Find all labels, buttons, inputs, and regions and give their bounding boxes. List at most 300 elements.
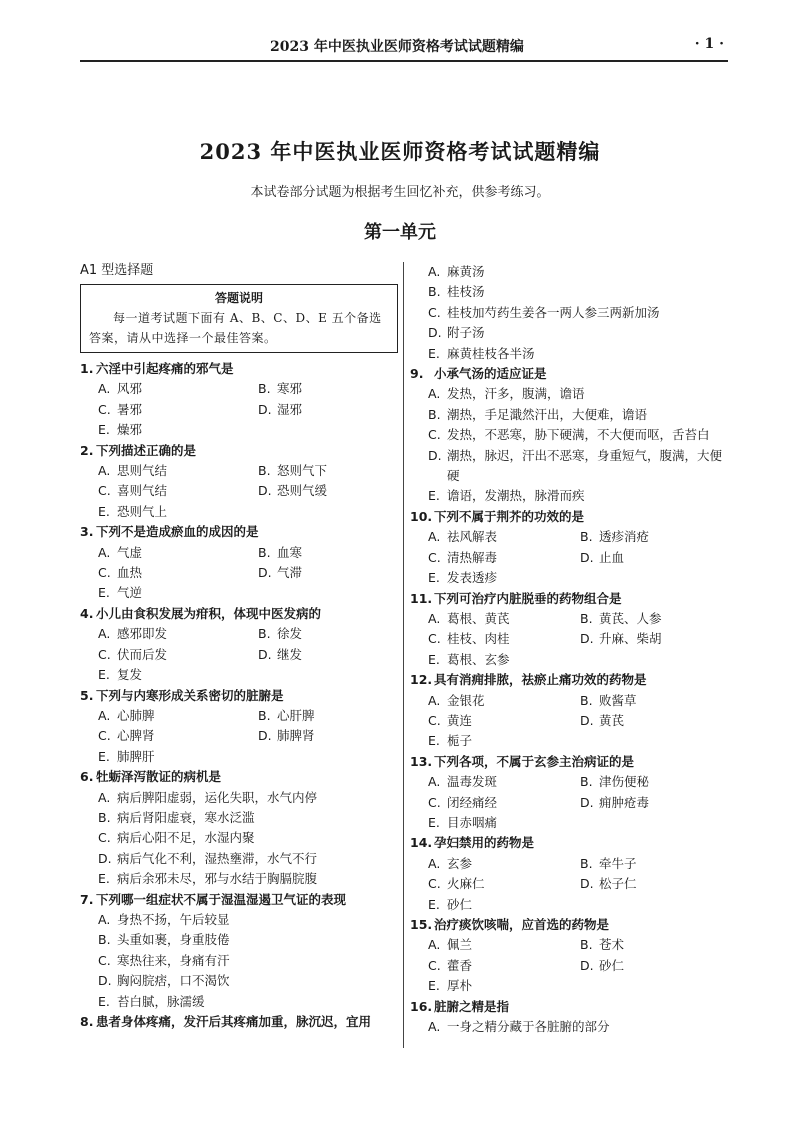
question-stem (410, 752, 730, 772)
answer-option (240, 726, 398, 746)
question-stem (80, 686, 398, 706)
option-letter: D. (258, 401, 272, 417)
question-number: 3. (80, 524, 94, 540)
question-stem (80, 890, 398, 910)
option-text: 病后余邪未尽，邪与水结于胸膈脘腹 (117, 871, 318, 887)
option-letter: C. (428, 427, 441, 443)
answer-option (80, 788, 398, 808)
option-letter: A. (98, 544, 111, 560)
option-letter: E. (98, 667, 110, 683)
option-letter: D. (428, 447, 442, 463)
option-text: 寒热往来，身痛有汗 (117, 952, 230, 968)
answer-option (240, 624, 398, 644)
option-text: 谵语，发潮热，脉滑而疾 (447, 488, 585, 504)
option-text: 心肺脾 (117, 707, 155, 723)
option-letter: B. (258, 463, 271, 479)
option-letter: A. (98, 707, 111, 723)
answer-options (80, 788, 398, 890)
option-text: 清热解毒 (447, 549, 498, 565)
option-letter: C. (98, 565, 111, 581)
option-letter: B. (428, 406, 441, 422)
option-letter: B. (580, 855, 593, 871)
question (410, 997, 730, 1038)
answer-option (240, 379, 398, 399)
answer-option (80, 543, 240, 563)
option-letter: A. (428, 1019, 441, 1035)
question-stem (410, 997, 730, 1017)
answer-option (410, 609, 562, 629)
option-letter: D. (580, 957, 594, 973)
answer-option (240, 645, 398, 665)
option-letter: A. (428, 610, 441, 626)
answer-option (80, 808, 398, 828)
option-letter: C. (98, 483, 111, 499)
header-rule (80, 60, 728, 62)
answer-option (410, 405, 730, 425)
question-text: 具有消痈排脓，祛瘀止痛功效的药物是 (434, 672, 647, 688)
answer-option (240, 461, 398, 481)
answer-option (80, 910, 398, 930)
answer-option (80, 992, 398, 1012)
answer-option (562, 793, 730, 813)
question-text: 下列不属于荆芥的功效的是 (434, 508, 585, 524)
document-subtitle: 本试卷部分试题为根据考生回忆补充，供参考练习。 (250, 185, 550, 200)
answer-option (562, 548, 730, 568)
option-letter: E. (428, 651, 440, 667)
question-stem (80, 767, 398, 787)
answer-option (410, 731, 562, 751)
answer-options (410, 609, 730, 670)
answer-option (562, 711, 730, 731)
question-text: 下列不是造成瘀血的成因的是 (96, 524, 259, 540)
option-letter: C. (98, 830, 111, 846)
option-text: 止血 (599, 549, 625, 565)
question-text: 孕妇禁用的药物是 (434, 835, 535, 851)
answer-options (80, 461, 398, 522)
question-number: 4. (80, 605, 94, 621)
question-stem (410, 833, 730, 853)
option-text: 恐则气上 (117, 503, 168, 519)
option-text: 玄参 (447, 855, 473, 871)
question (410, 364, 730, 507)
option-text: 湿邪 (277, 401, 303, 417)
option-text: 寒邪 (277, 381, 303, 397)
option-text: 黄芪 (599, 712, 625, 728)
answer-option (410, 262, 730, 282)
option-text: 气滞 (277, 565, 303, 581)
answer-options (410, 262, 730, 364)
answer-option (80, 461, 240, 481)
running-title: 2023 年中医执业医师资格考试试题精编 (270, 39, 524, 55)
question-number: 14. (410, 835, 433, 851)
option-text: 感邪即发 (117, 626, 168, 642)
answer-option (410, 793, 562, 813)
option-text: 升麻、柴胡 (599, 631, 662, 647)
option-text: 发热，汗多，腹满，谵语 (447, 386, 585, 402)
question-text: 治疗痰饮咳喘，应首选的药物是 (434, 917, 610, 932)
option-letter: A. (428, 937, 441, 953)
option-text: 心肝脾 (277, 707, 315, 723)
option-letter: B. (428, 284, 441, 300)
option-letter: E. (428, 488, 440, 504)
section-label: A1 型选择题 (80, 263, 154, 278)
option-text: 喜则气结 (117, 483, 168, 499)
option-text: 黄芪、人参 (599, 610, 662, 626)
option-letter: C. (98, 646, 111, 662)
right-question-list (410, 262, 730, 1037)
question-number: 16. (410, 998, 433, 1014)
question (410, 833, 730, 915)
answer-option (410, 650, 562, 670)
left-question-list (80, 359, 398, 1032)
option-text: 病后气化不利，湿热壅滞，水气不行 (117, 850, 318, 866)
answer-option (80, 665, 240, 685)
option-letter: C. (98, 952, 111, 968)
answer-option (80, 747, 240, 767)
question-text: 下列与内寒形成关系密切的脏腑是 (96, 687, 284, 703)
option-text: 败酱草 (599, 692, 637, 708)
running-header (80, 36, 728, 60)
instructions-box (80, 284, 398, 353)
option-letter: A. (428, 529, 441, 545)
answer-option (240, 563, 398, 583)
question-number: 7. (80, 891, 94, 907)
instructions-body: 每一道考试题下面有 A、B、C、D、E 五个备选答案，请从中选择一个最佳答案。 (89, 311, 382, 345)
question-number: 11. (410, 590, 433, 606)
option-letter: D. (428, 325, 442, 341)
option-letter: C. (98, 401, 111, 417)
question (80, 604, 398, 686)
answer-options (410, 1017, 730, 1037)
answer-option (410, 303, 730, 323)
option-letter: A. (98, 381, 111, 397)
answer-option (562, 629, 730, 649)
right-column (410, 262, 730, 1037)
question-text: 下列描述正确的是 (96, 442, 197, 458)
option-letter: D. (98, 973, 112, 989)
option-letter: A. (428, 386, 441, 402)
option-letter: D. (580, 712, 594, 728)
option-text: 桂枝汤 (447, 284, 485, 300)
column-divider (403, 262, 404, 1048)
option-text: 病后心阳不足，水湿内聚 (117, 830, 255, 846)
option-letter: A. (428, 692, 441, 708)
question (410, 915, 730, 997)
left-column (80, 262, 398, 1032)
answer-option (80, 481, 240, 501)
answer-option (410, 384, 730, 404)
question-number: 12. (410, 672, 433, 688)
option-text: 厚朴 (447, 978, 473, 994)
answer-option (410, 282, 730, 302)
option-letter: C. (428, 794, 441, 810)
option-text: 一身之精分藏于各脏腑的部分 (447, 1019, 610, 1035)
question-number: 9. (410, 366, 424, 382)
document-title: 2023 年中医执业医师资格考试试题精编 (199, 139, 601, 164)
question-number: 10. (410, 508, 433, 524)
option-text: 怒则气下 (277, 463, 328, 479)
question (410, 262, 730, 364)
answer-options (80, 624, 398, 685)
question (80, 767, 398, 889)
option-text: 金银花 (447, 692, 485, 708)
option-letter: D. (580, 549, 594, 565)
answer-option (240, 481, 398, 501)
question-stem (410, 670, 730, 690)
answer-option (562, 935, 730, 955)
option-text: 胸闷脘痞，口不渴饮 (117, 973, 230, 989)
answer-option (80, 706, 240, 726)
option-text: 苔白腻，脉濡缓 (117, 993, 205, 1009)
answer-options (80, 543, 398, 604)
answer-option (562, 956, 730, 976)
option-letter: C. (428, 304, 441, 320)
option-text: 气逆 (117, 585, 143, 601)
option-text: 痈肿疮毒 (599, 794, 650, 810)
option-text: 血热 (117, 565, 143, 581)
option-text: 发热，不恶寒，胁下硬满，不大便而呕，舌苔白 (447, 427, 710, 443)
answer-options (410, 772, 730, 833)
option-text: 伏而后发 (117, 646, 168, 662)
question (80, 1012, 398, 1032)
answer-option (80, 624, 240, 644)
answer-option (562, 609, 730, 629)
question-number: 13. (410, 753, 433, 769)
option-text: 苍术 (599, 937, 625, 953)
option-text: 葛根、黄芪 (447, 610, 510, 626)
option-text: 发表透疹 (447, 570, 498, 586)
answer-options (80, 706, 398, 767)
answer-options (410, 854, 730, 915)
option-letter: B. (580, 529, 593, 545)
option-letter: B. (580, 610, 593, 626)
question-stem (410, 507, 730, 527)
option-letter: E. (428, 570, 440, 586)
option-text: 复发 (117, 667, 143, 683)
page-number: · 1 · (694, 36, 724, 52)
question (80, 686, 398, 768)
option-text: 继发 (277, 646, 303, 662)
answer-option (562, 691, 730, 711)
answer-options (410, 527, 730, 588)
answer-option (80, 951, 398, 971)
option-text: 风邪 (117, 381, 143, 397)
answer-options (80, 379, 398, 440)
option-text: 津伤便秘 (599, 774, 650, 790)
answer-option (80, 849, 398, 869)
option-letter: E. (428, 733, 440, 749)
question (80, 441, 398, 523)
option-letter: A. (98, 911, 111, 927)
option-text: 砂仁 (447, 896, 473, 912)
option-letter: D. (580, 631, 594, 647)
option-letter: E. (98, 503, 110, 519)
option-letter: D. (258, 565, 272, 581)
option-letter: E. (428, 814, 440, 830)
answer-option (80, 502, 240, 522)
answer-option (410, 568, 562, 588)
answer-options (410, 691, 730, 752)
answer-options (410, 384, 730, 506)
question (410, 589, 730, 671)
option-letter: B. (258, 626, 271, 642)
question-stem (80, 441, 398, 461)
answer-option (80, 971, 398, 991)
option-text: 黄连 (447, 712, 473, 728)
option-letter: B. (98, 809, 111, 825)
option-letter: D. (258, 646, 272, 662)
option-letter: A. (98, 626, 111, 642)
option-letter: A. (98, 789, 111, 805)
answer-option (80, 930, 398, 950)
option-text: 附子汤 (447, 325, 485, 341)
option-text: 燥邪 (117, 422, 143, 438)
answer-option (240, 543, 398, 563)
option-letter: E. (98, 871, 110, 887)
answer-option (240, 706, 398, 726)
option-letter: D. (258, 728, 272, 744)
answer-option (410, 854, 562, 874)
option-letter: B. (258, 707, 271, 723)
answer-option (410, 772, 562, 792)
answer-option (562, 874, 730, 894)
option-letter: E. (428, 978, 440, 994)
option-text: 藿香 (447, 957, 473, 973)
answer-option (410, 344, 730, 364)
option-letter: D. (258, 483, 272, 499)
option-text: 潮热，脉迟，汗出不恶寒，身重短气，腹满，大便硬 (447, 447, 723, 484)
question (410, 752, 730, 834)
answer-option (80, 563, 240, 583)
question-text: 下列哪一组症状不属于湿温湿遏卫气证的表现 (96, 891, 347, 907)
answer-option (80, 420, 240, 440)
option-letter: E. (428, 896, 440, 912)
option-text: 松子仁 (599, 876, 637, 892)
question-text: 脏腑之精是指 (434, 998, 510, 1014)
question-text: 下列各项，不属于玄参主治病证的是 (434, 753, 635, 769)
option-letter: C. (98, 728, 111, 744)
answer-option (410, 527, 562, 547)
answer-option (80, 726, 240, 746)
answer-options (410, 935, 730, 996)
option-letter: B. (98, 932, 111, 948)
question (80, 522, 398, 604)
option-letter: C. (428, 631, 441, 647)
option-text: 暑邪 (117, 401, 143, 417)
question (410, 507, 730, 589)
option-letter: D. (580, 876, 594, 892)
question-stem (410, 589, 730, 609)
question-stem (80, 1012, 398, 1032)
option-letter: A. (428, 264, 441, 279)
question-stem (410, 915, 730, 935)
question-number: 5. (80, 687, 94, 703)
option-letter: A. (98, 463, 111, 479)
question-text: 牡蛎泽泻散证的病机是 (96, 769, 222, 785)
answer-option (410, 548, 562, 568)
question-number: 8. (80, 1014, 94, 1029)
answer-option (410, 486, 730, 506)
option-letter: B. (580, 774, 593, 790)
question-number: 6. (80, 769, 94, 785)
option-text: 葛根、玄参 (447, 651, 510, 667)
option-text: 桂枝加芍药生姜各一两人参三两新加汤 (447, 304, 660, 320)
answer-option (410, 813, 562, 833)
answer-option (410, 425, 730, 445)
question-number: 2. (80, 442, 94, 458)
question-text: 患者身体疼痛，发汗后其疼痛加重，脉沉迟，宜用 (96, 1014, 372, 1029)
question-text: 下列可治疗内脏脱垂的药物组合是 (434, 590, 622, 606)
answer-option (410, 895, 562, 915)
option-text: 佩兰 (447, 937, 473, 953)
answer-option (410, 935, 562, 955)
answer-option (410, 711, 562, 731)
answer-option (562, 527, 730, 547)
option-text: 身热不扬，午后较显 (117, 911, 230, 927)
option-letter: C. (428, 712, 441, 728)
question-stem (80, 522, 398, 542)
option-text: 目赤咽痛 (447, 814, 498, 830)
option-letter: D. (580, 794, 594, 810)
option-text: 温毒发斑 (447, 774, 498, 790)
option-letter: B. (258, 544, 271, 560)
unit-heading: 第一单元 (364, 222, 436, 243)
answer-option (80, 869, 398, 889)
option-text: 血寒 (277, 544, 303, 560)
instructions-title: 答题说明 (214, 291, 263, 305)
option-letter: C. (428, 876, 441, 892)
answer-option (562, 854, 730, 874)
option-text: 头重如裹，身重肢倦 (117, 932, 230, 948)
answer-option (410, 1017, 730, 1037)
answer-option (410, 691, 562, 711)
option-letter: C. (428, 549, 441, 565)
answer-option (410, 976, 562, 996)
option-text: 麻黄桂枝各半汤 (447, 345, 535, 361)
option-letter: C. (428, 957, 441, 973)
option-text: 桂枝、肉桂 (447, 631, 510, 647)
option-letter: E. (98, 422, 110, 438)
answer-option (410, 323, 730, 343)
question-number: 15. (410, 917, 433, 932)
answer-option (80, 583, 240, 603)
option-text: 透疹消疮 (599, 529, 650, 545)
answer-option (80, 379, 240, 399)
option-letter: A. (428, 774, 441, 790)
answer-option (80, 828, 398, 848)
option-text: 栀子 (447, 733, 473, 749)
option-text: 思则气结 (117, 463, 168, 479)
answer-option (80, 645, 240, 665)
question-stem (80, 604, 398, 624)
option-text: 心脾肾 (117, 728, 155, 744)
answer-option (562, 772, 730, 792)
question-stem (410, 364, 730, 384)
option-text: 火麻仁 (447, 876, 485, 892)
answer-option (410, 629, 562, 649)
option-text: 祛风解表 (447, 529, 498, 545)
question-stem (80, 359, 398, 379)
option-letter: E. (428, 345, 440, 361)
option-letter: B. (580, 692, 593, 708)
question-text: 六淫中引起疼痛的邪气是 (96, 361, 234, 376)
answer-option (410, 446, 730, 487)
answer-options (80, 910, 398, 1012)
option-text: 病后肾阳虚衰，寒水泛滥 (117, 809, 255, 825)
option-letter: B. (258, 381, 271, 397)
question-number: 1. (80, 361, 94, 376)
option-letter: B. (580, 937, 593, 953)
